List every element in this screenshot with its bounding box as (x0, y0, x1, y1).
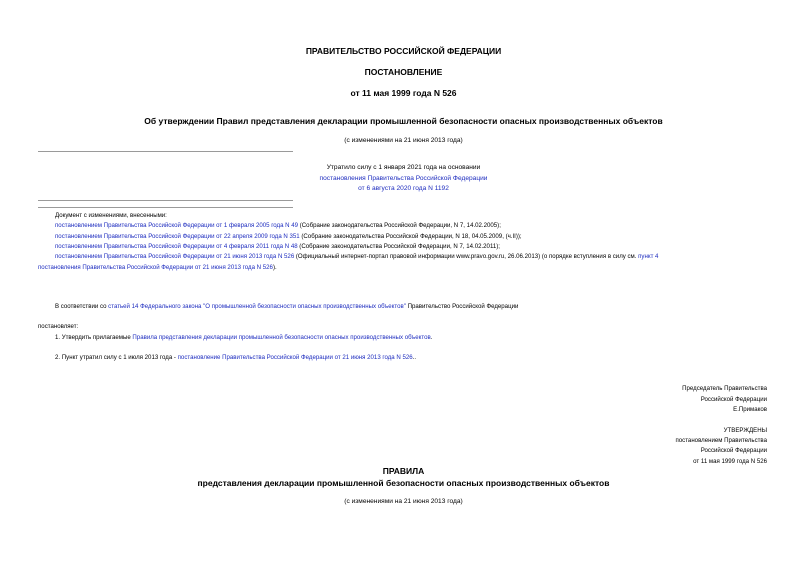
expiry-line: Утратило силу с 1 января 2021 года на основании (326, 164, 481, 171)
preamble-text: Правительство Российской Федерации (405, 303, 519, 310)
revision-note: (с изменениями на 21 июня 2013 года) (344, 137, 463, 144)
list-item (55, 222, 501, 229)
divider (38, 151, 293, 152)
doc-type-heading: ПОСТАНОВЛЕНИЕ (364, 67, 443, 77)
amendment-source: (Собрание законодательства Российской Федерации, N 18, 04.05.2009, (ч.II)); (299, 233, 522, 240)
clause-link[interactable]: пункт 4 (638, 253, 659, 260)
list-item-continued (38, 264, 277, 271)
date-number-heading: от 11 мая 1999 года N 526 (350, 88, 457, 98)
signature-org: Российской Федерации (700, 396, 767, 403)
clause-text: . (430, 334, 433, 341)
preamble (55, 303, 518, 310)
signature-title: Председатель Правительства (682, 385, 767, 392)
rules-subtitle: представления декларации промышленной безопасности опасных производственных объектов (197, 478, 610, 488)
clause-text: .. (412, 354, 417, 361)
government-heading: ПРАВИТЕЛЬСТВО РОССИЙСКОЙ ФЕДЕРАЦИИ (305, 46, 502, 56)
rules-revision: (с изменениями на 21 июня 2013 года) (344, 498, 463, 505)
document-title: Об утверждении Правил представления декларации промышленной безопасности опасных производственных объектов (144, 116, 663, 126)
divider (38, 207, 293, 208)
approved-line: постановлением Правительства (675, 437, 767, 444)
list-item (55, 253, 658, 260)
clause-1 (55, 334, 432, 341)
preamble-text: В соответствии со (55, 303, 109, 310)
expiry-link[interactable]: постановления Правительства Российской Федерации (319, 175, 488, 182)
amendment-source: (Официальный интернет-портал правовой информации www.pravo.gov.ru, 26.06.2013) (о порядке вступления в силу см. (294, 253, 639, 260)
divider (38, 200, 293, 201)
amendment-link[interactable]: постановлением Правительства Российской Федерации от 4 февраля 2011 года N 48 (55, 243, 298, 250)
approved-line: Российской Федерации (700, 447, 767, 454)
list-item (55, 233, 522, 240)
law-link[interactable]: статьей 14 Федерального закона "О промышленной безопасности опасных производственных объектов" (108, 303, 406, 310)
amendment-link[interactable]: постановления Правительства Российской Федерации от 21 июня 2013 года N 526 (38, 264, 273, 271)
clause-2 (55, 354, 416, 361)
clause-text: 2. Пункт утратил силу с 1 июля 2013 года - (55, 354, 178, 361)
expiry-link-date[interactable]: от 6 августа 2020 года N 1192 (358, 185, 449, 192)
amendments-intro: Документ с изменениями, внесенными: (55, 212, 167, 219)
signature-name: Е.Примаков (733, 406, 767, 413)
resolution-link[interactable]: постановление Правительства Российской Федерации от 21 июня 2013 года N 526 (177, 354, 413, 361)
amendment-link[interactable]: постановлением Правительства Российской Федерации от 22 апреля 2009 года N 351 (55, 233, 300, 240)
amendment-link[interactable]: постановлением Правительства Российской Федерации от 1 февраля 2005 года N 49 (55, 222, 299, 229)
approved-line: от 11 мая 1999 года N 526 (693, 458, 767, 465)
rules-title: ПРАВИЛА (382, 466, 425, 476)
list-item (55, 243, 500, 250)
amendment-link[interactable]: постановлением Правительства Российской Федерации от 21 июня 2013 года N 526 (55, 253, 295, 260)
amendment-source: (Собрание законодательства Российской Федерации, N 7, 14.02.2005); (298, 222, 501, 229)
clause-text: 1. Утвердить прилагаемые (55, 334, 133, 341)
amendment-source: (Собрание законодательства Российской Федерации, N 7, 14.02.2011); (297, 243, 500, 250)
approved-heading: УТВЕРЖДЕНЫ (723, 427, 767, 434)
decrees-text: постановляет: (38, 323, 79, 330)
rules-link[interactable]: Правила представления декларации промышленной безопасности опасных производственных объектов (132, 334, 431, 341)
amendment-source: ). (272, 264, 277, 271)
